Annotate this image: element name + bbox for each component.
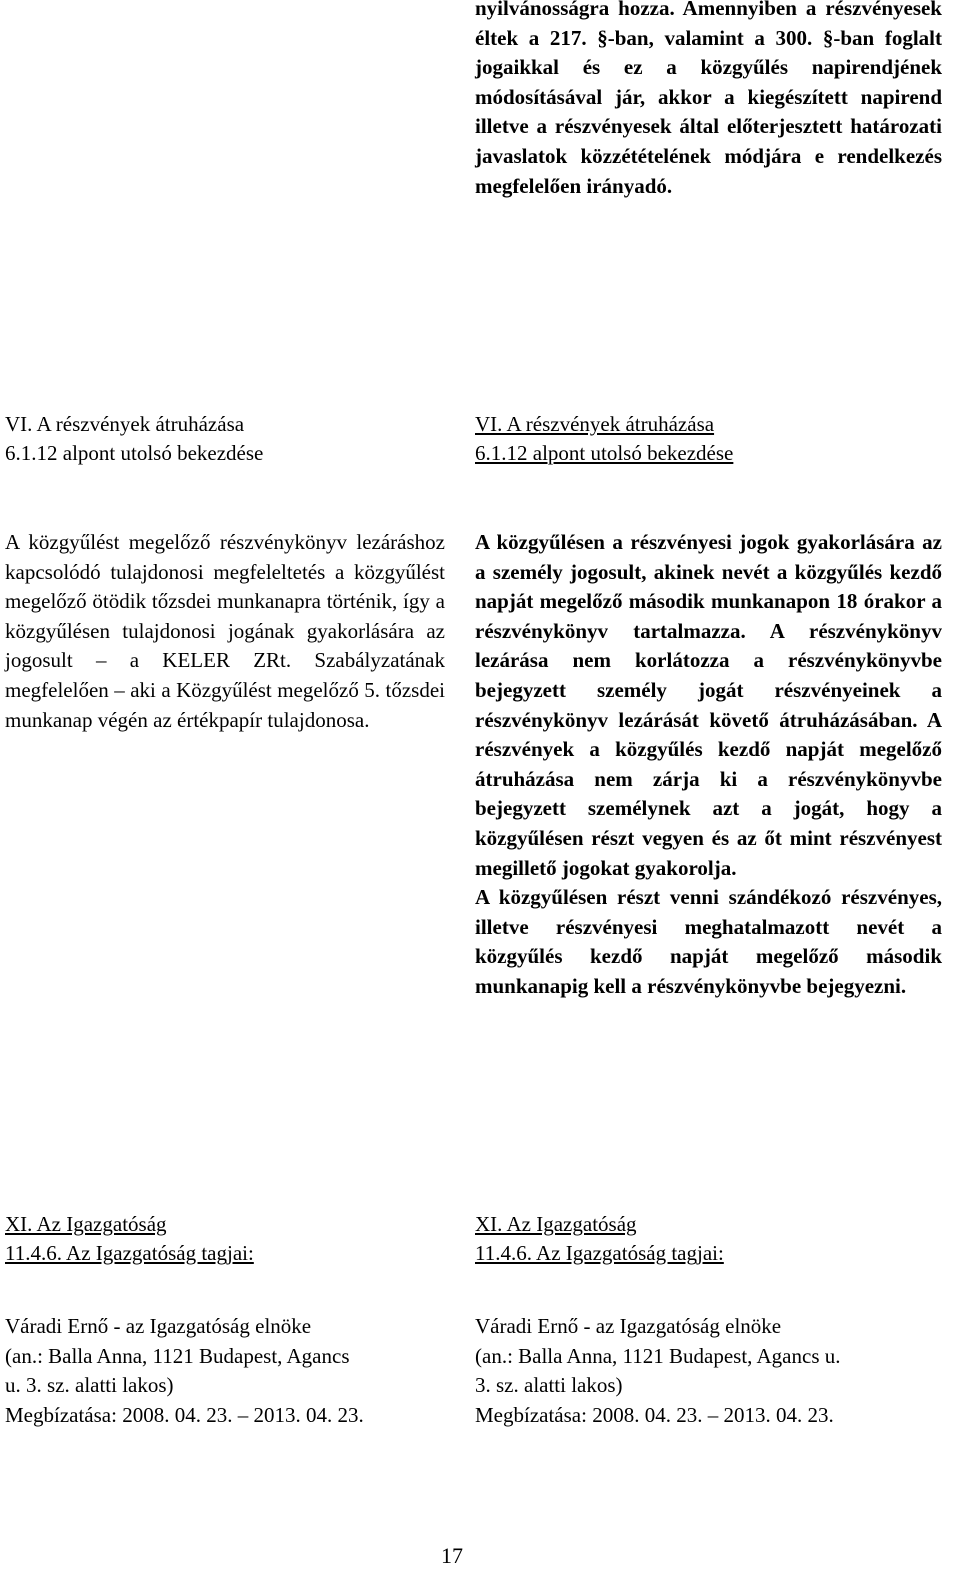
section-xi-heading-right	[475, 1210, 942, 1268]
top-paragraph	[475, 0, 942, 201]
section-subtitle: 11.4.6. Az Igazgatóság tagjai:	[5, 1241, 254, 1265]
right-paragraph-1: A közgyűlésen a részvényesi jogok gyakorlására az a személy jogosult, akinek nevét a közgyűlés kezdő napját megelőző második munkanapon 18 órakor a részvénykönyv tartalmazza. A részvénykönyv lezárása nem korlátozza a részvénykönyvbe bejegyzett személy jogát részvényeinek a részvénykönyv lezárását követő átruházásában. A részvények a közgyűlés kezdő napját megelőző átruházása nem zárja ki a részvénykönyvbe bejegyzett személynek azt a jogát, hogy a közgyűlésen részt vegyen és az őt mint részvényest megillető jogokat gyakorolja.	[475, 530, 942, 880]
section-xi-heading-left	[5, 1210, 445, 1268]
page-number: 17	[441, 1543, 463, 1568]
section-title: VI. A részvények átruházása	[475, 412, 715, 436]
section-vi-heading-left	[5, 410, 445, 468]
top-paragraph-text: nyilvánosságra hozza. Amennyiben a részvényesek éltek a 217. §-ban, valamint a 300. §-ban foglalt jogaikkal és ez a közgyűlés napirendjének módosításával jár, akkor a kiegészített napirend illetve a részvényesek által előterjesztett határozati javaslatok közzétételének módjára e rendelkezés megfelelően irányadó.	[475, 0, 942, 198]
member-line: Váradi Ernő - az Igazgatóság elnöke	[475, 1314, 782, 1338]
section-subtitle: 6.1.12 alpont utolsó bekezdése	[5, 441, 264, 465]
section-subtitle: 11.4.6. Az Igazgatóság tagjai:	[475, 1241, 724, 1265]
section-title: VI. A részvények átruházása	[5, 412, 245, 436]
member-line: (an.: Balla Anna, 1121 Budapest, Agancs u.	[475, 1343, 841, 1368]
member-line: Megbízatása: 2008. 04. 23. – 2013. 04. 23.	[5, 1402, 364, 1427]
section-subtitle: 6.1.12 alpont utolsó bekezdése	[475, 441, 734, 465]
section-title: XI. Az Igazgatóság	[5, 1212, 167, 1236]
right-paragraph-2: A közgyűlésen részt venni szándékozó részvényes, illetve részvényesi meghatalmazott nevét a közgyűlés kezdő napját megelőző második munkanapig kell a részvénykönyvbe bejegyezni.	[475, 885, 942, 998]
member-line: (an.: Balla Anna, 1121 Budapest, Agancs	[5, 1343, 350, 1368]
section-vi-heading-right	[475, 410, 942, 468]
member-line: u. 3. sz. alatti lakos)	[5, 1373, 174, 1397]
members-left	[5, 1312, 445, 1430]
members-right	[475, 1312, 942, 1430]
section-title: XI. Az Igazgatóság	[475, 1212, 637, 1236]
member-line: Váradi Ernő - az Igazgatóság elnöke	[5, 1314, 312, 1338]
left-paragraph	[5, 528, 445, 735]
right-paragraphs	[475, 528, 942, 1002]
left-paragraph-text: A közgyűlést megelőző részvénykönyv lezáráshoz kapcsolódó tulajdonosi megfeleltetés a közgyűlést megelőző ötödik tőzsdei munkanapra történik, így a közgyűlésen tulajdonosi jogának gyakorlására az jogosult – a KELER ZRt. Szabályzatának megfelelően – aki a Közgyűlést megelőző 5. tőzsdei munkanap végén az értékpapír tulajdonosa.	[5, 530, 445, 732]
member-line: Megbízatása: 2008. 04. 23. – 2013. 04. 23.	[475, 1402, 834, 1427]
member-line: 3. sz. alatti lakos)	[475, 1373, 623, 1397]
